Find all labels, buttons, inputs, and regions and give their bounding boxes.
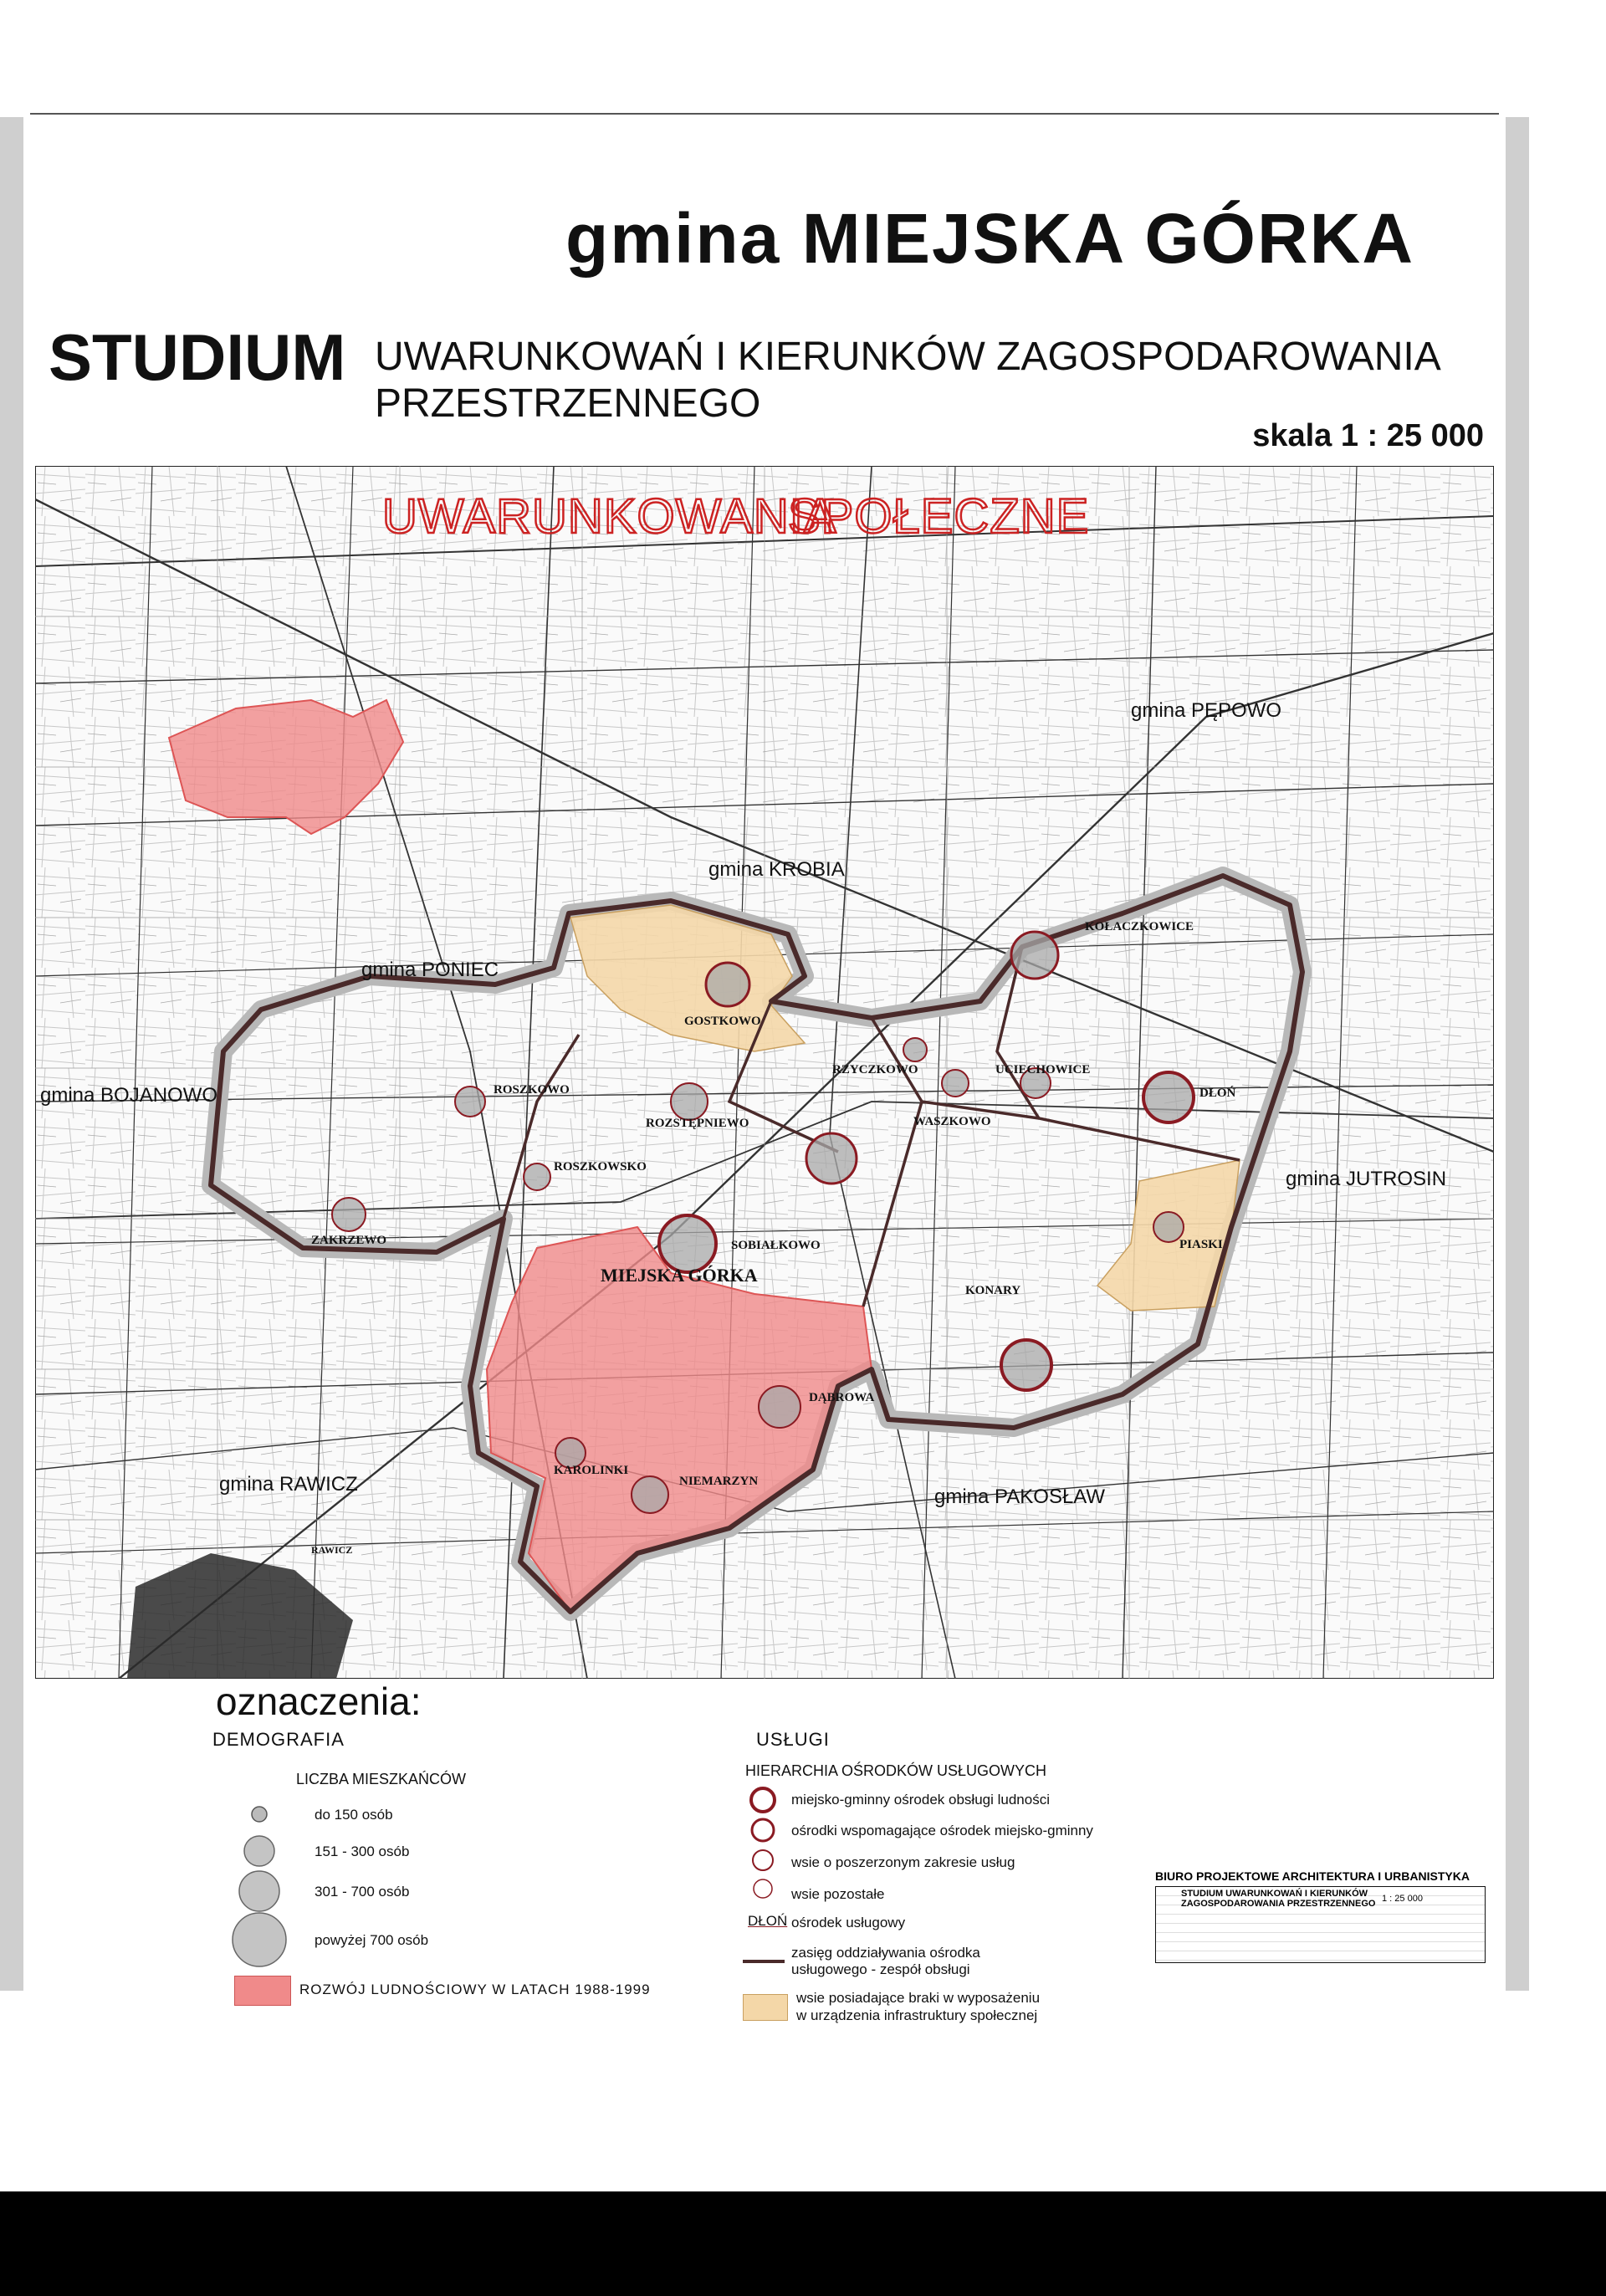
office-stamp — [1155, 1869, 1486, 1968]
neighbor-rawicz: gmina RAWICZ — [219, 1473, 358, 1496]
gmina-title: gmina MIEJSKA GÓRKA — [565, 199, 1414, 278]
demografia-subheading: LICZBA MIESZKAŃCÓW — [296, 1771, 467, 1787]
neighbor-pakoslaw: gmina PAKOSŁAW — [934, 1485, 1106, 1508]
map-sheet — [30, 113, 1499, 2023]
service-center-sample: DŁOŃ — [748, 1913, 788, 1929]
right-scan-strip — [1506, 117, 1529, 1991]
population-size-symbols — [231, 1796, 298, 1971]
village-rzyczkowo: RZYCZKOWO — [832, 1063, 918, 1076]
size-label-1: do 150 osób — [315, 1807, 393, 1823]
size-label-2: 151 - 300 osób — [315, 1843, 410, 1859]
left-scan-strip — [0, 117, 23, 1991]
village-uciechowice: UCIECHOWICE — [995, 1063, 1091, 1076]
service-level-4-label: wsie pozostałe — [791, 1886, 885, 1902]
map-overlay-title-2: SPOŁECZNE — [788, 489, 1090, 544]
subtitle — [375, 334, 1487, 427]
size-symbol-small — [252, 1807, 267, 1822]
deficit-label-1: wsie posiadające braki w wyposażeniu — [796, 1990, 1041, 2006]
neighbor-poniec: gmina PONIEC — [361, 959, 499, 981]
service-level-1-symbol — [751, 1788, 775, 1812]
village-zakrzewo: ZAKRZEWO — [311, 1234, 387, 1247]
legend — [30, 1679, 1499, 2023]
service-center-label: ośrodek usługowy — [791, 1915, 906, 1930]
studium-title: STUDIUM — [49, 320, 346, 394]
neighbor-krobia: gmina KROBIA — [708, 858, 845, 881]
service-range-label-2: usługowego - zespół obsługi — [791, 1961, 970, 1977]
stamp-office: BIURO PROJEKTOWE ARCHITEKTURA I URBANISTYKA — [1155, 1869, 1470, 1883]
uslugi-subheading: HIERARCHIA OŚRODKÓW USŁUGOWYCH — [745, 1762, 1047, 1779]
village-sobialkowo: SOBIAŁKOWO — [731, 1239, 821, 1252]
subtitle-line-1: UWARUNKOWAŃ I KIERUNKÓW ZAGOSPODAROWANIA — [375, 335, 1441, 379]
growth-label: ROZWÓJ LUDNOŚCIOWY W LATACH 1988-1999 — [299, 1982, 651, 1997]
village-roszkowsko: ROSZKOWSKO — [554, 1160, 647, 1174]
village-dlon: DŁOŃ — [1199, 1087, 1236, 1100]
map-scale: skala 1 : 25 000 — [1252, 418, 1484, 453]
neighbor-jutrosin: gmina JUTROSIN — [1286, 1168, 1447, 1190]
service-level-4-symbol — [754, 1879, 772, 1898]
size-label-3: 301 - 700 osób — [315, 1884, 410, 1900]
village-karolinki: KAROLINKI — [554, 1464, 629, 1477]
title-block — [30, 115, 1499, 466]
village-kolaczkowice: KOŁACZKOWICE — [1085, 920, 1194, 933]
village-waszkowo: WASZKOWO — [913, 1115, 991, 1128]
stamp-table — [1155, 1886, 1486, 1963]
village-miejska-gorka: MIEJSKA GÓRKA — [601, 1265, 758, 1286]
service-range-label-1: zasięg oddziaływania ośrodka — [791, 1945, 980, 1961]
service-range-line — [743, 1960, 785, 1963]
size-symbol-medium — [244, 1836, 274, 1866]
village-dabrowa: DĄBROWA — [809, 1391, 875, 1404]
service-level-1-label: miejsko-gminny ośrodek obsługi ludności — [791, 1792, 1050, 1808]
village-niemarzyn: NIEMARZYN — [679, 1475, 759, 1488]
service-hierarchy-symbols — [743, 1783, 785, 1909]
rawicz-label: RAWICZ — [311, 1544, 353, 1556]
village-rozstepniewo: ROZSTĘPNIEWO — [646, 1117, 749, 1130]
village-gostkowo: GOSTKOWO — [684, 1015, 761, 1028]
deficit-swatch — [743, 1994, 788, 2021]
growth-swatch — [234, 1976, 291, 2006]
subtitle-line-2: PRZESTRZENNEGO — [375, 381, 761, 426]
village-roszkowo: ROSZKOWO — [494, 1083, 570, 1097]
stamp-line-2: ZAGOSPODAROWANIA PRZESTRZENNEGO — [1181, 1899, 1376, 1909]
stamp-line-1: STUDIUM UWARUNKOWAŃ I KIERUNKÓW — [1181, 1889, 1368, 1899]
deficit-label-2: w urządzenia infrastruktury społecznej — [796, 2007, 1038, 2023]
service-level-2-symbol — [752, 1819, 774, 1841]
legend-title: oznaczenia: — [216, 1680, 422, 1723]
service-level-2-label: ośrodki wspomagające ośrodek miejsko-gminny — [791, 1823, 1093, 1838]
uslugi-heading: USŁUGI — [756, 1729, 830, 1750]
village-konary: KONARY — [965, 1284, 1021, 1297]
size-symbol-large — [239, 1871, 279, 1911]
map-canvas[interactable] — [35, 466, 1494, 1679]
scan-bottom-band — [0, 2191, 1606, 2296]
neighbor-pepowo: gmina PĘPOWO — [1131, 699, 1282, 722]
service-level-3-symbol — [753, 1850, 773, 1870]
demografia-heading: DEMOGRAFIA — [212, 1729, 345, 1750]
stamp-scale: 1 : 25 000 — [1382, 1894, 1423, 1904]
size-label-4: powyżej 700 osób — [315, 1932, 429, 1948]
village-piaski: PIASKI — [1179, 1238, 1223, 1251]
service-level-3-label: wsie o poszerzonym zakresie usług — [791, 1854, 1015, 1870]
map-overlay-title-1: UWARUNKOWANIA — [382, 489, 837, 544]
size-symbol-xlarge — [233, 1913, 286, 1966]
neighbor-bojanowo: gmina BOJANOWO — [40, 1084, 218, 1107]
